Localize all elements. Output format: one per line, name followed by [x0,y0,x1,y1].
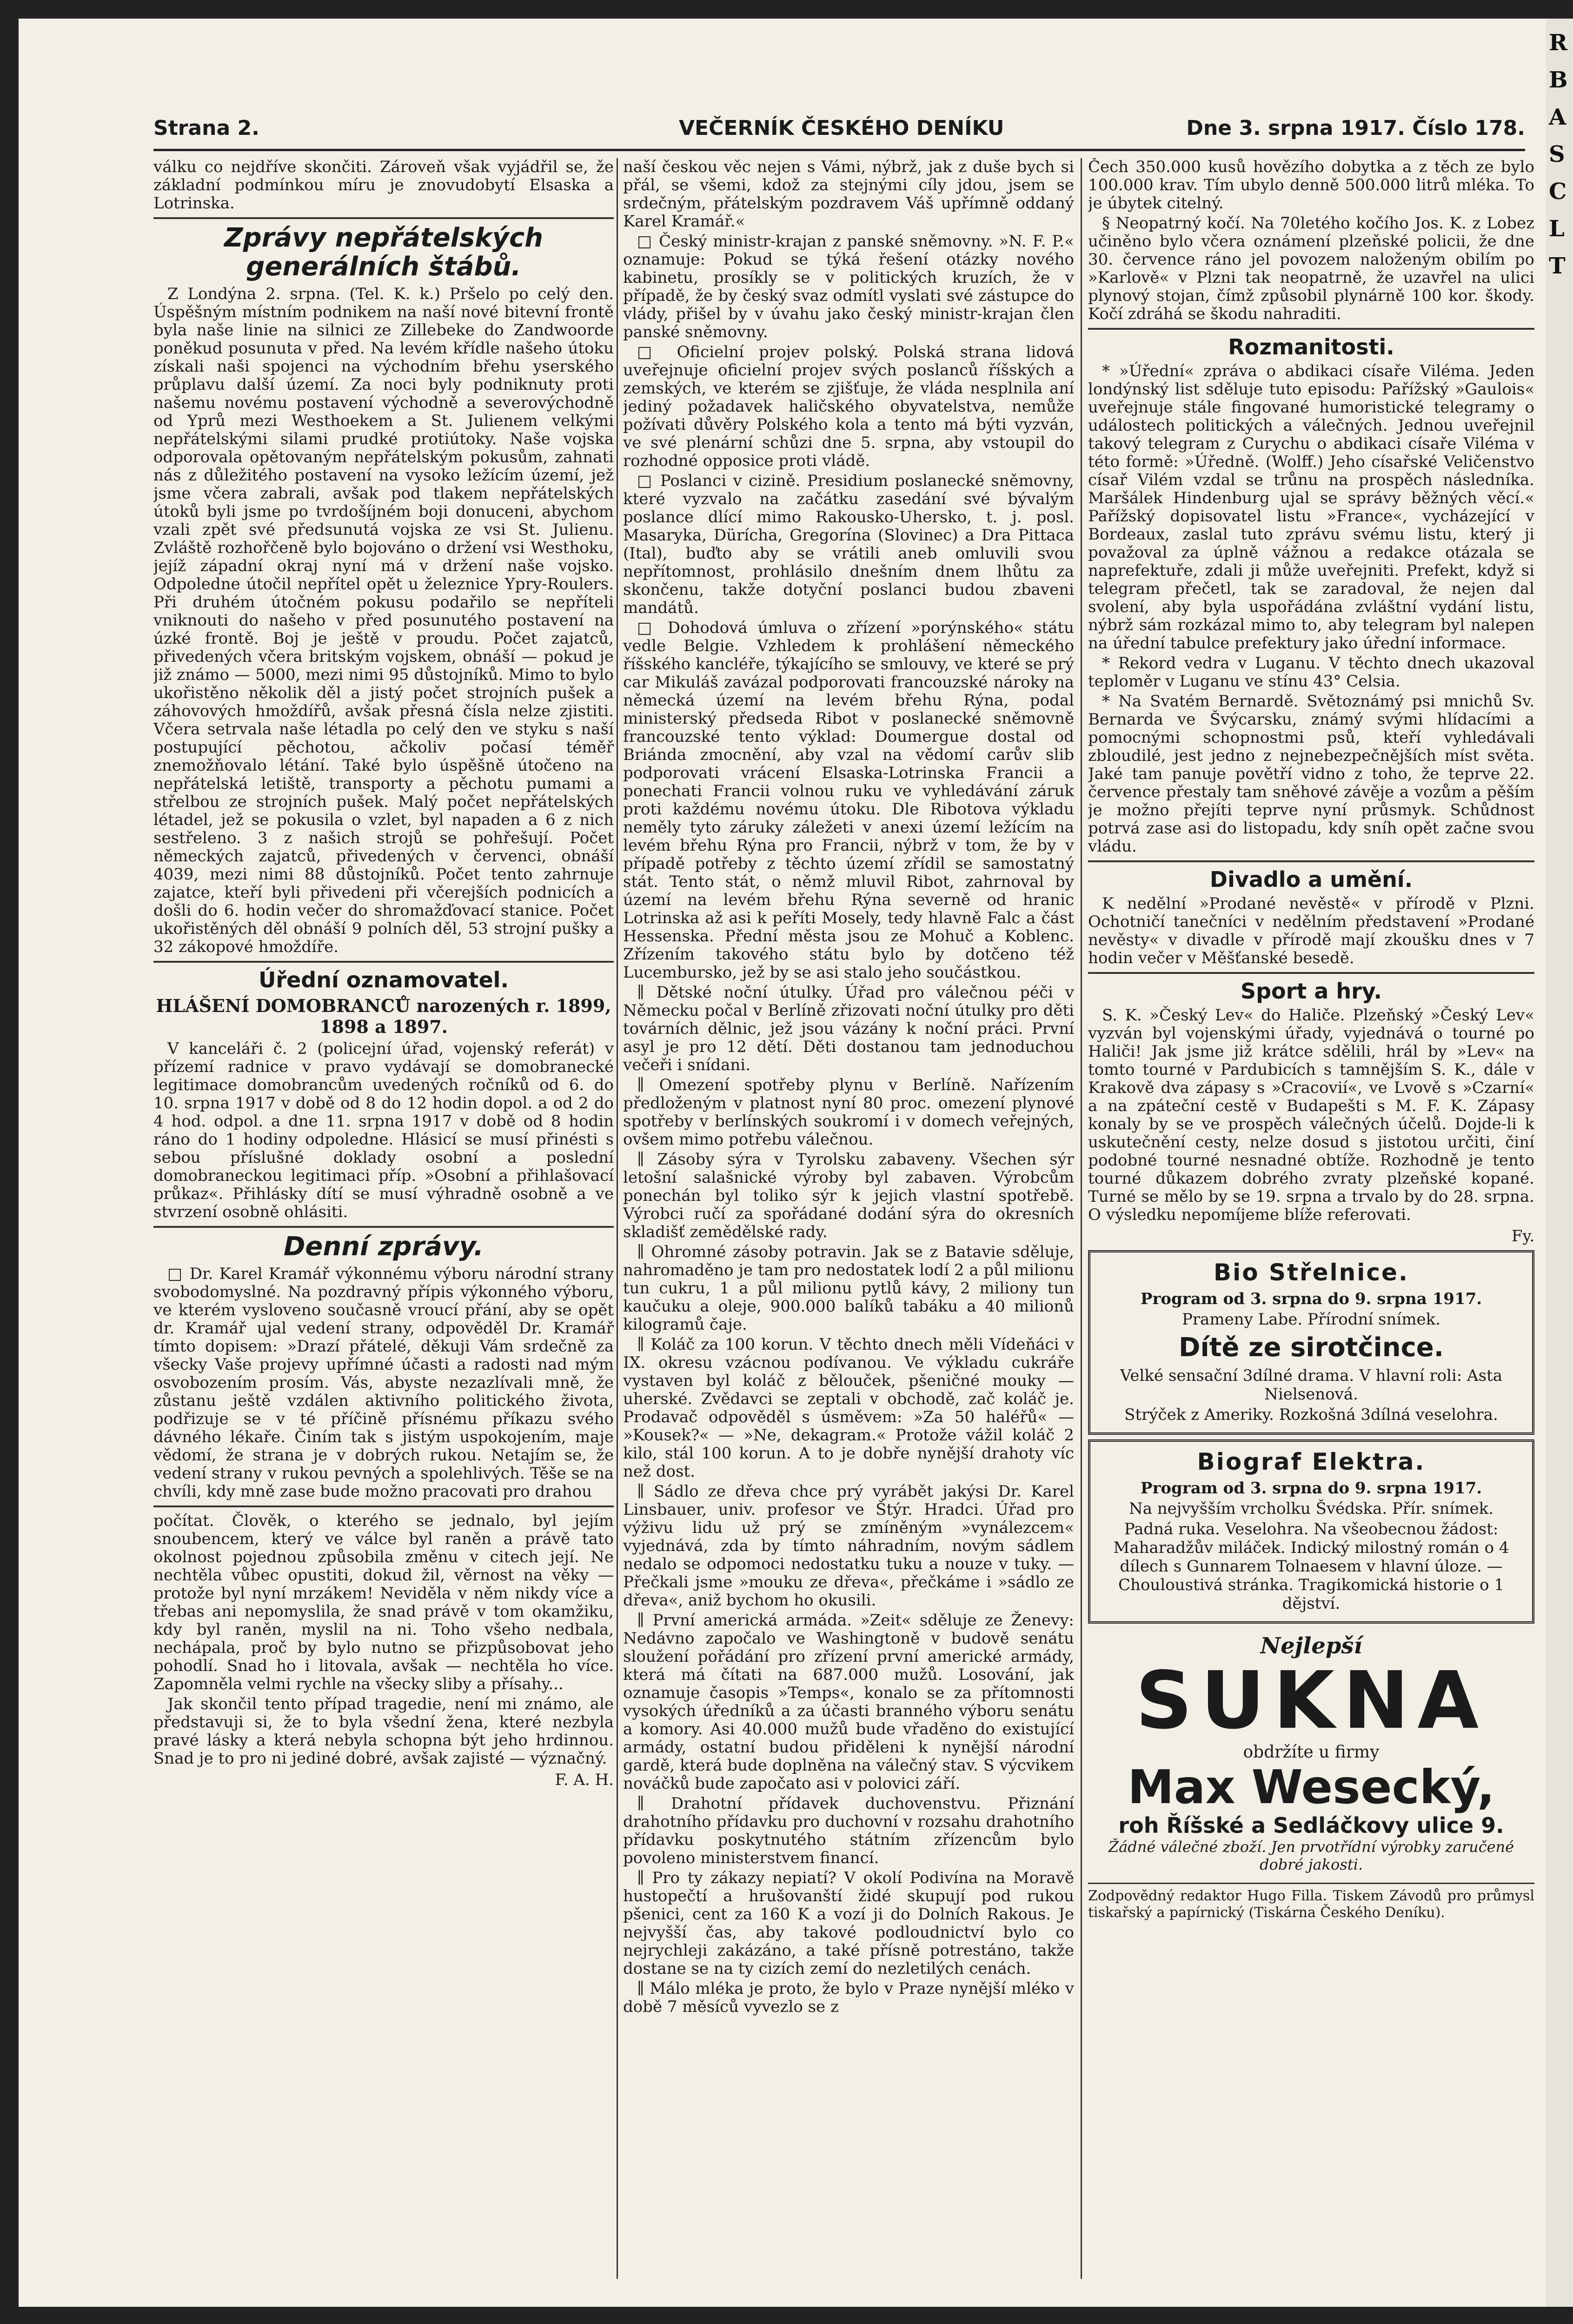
article-text: V kanceláři č. 2 (policejní úřad, vojenský referát) v přízemí radnice v pravo vydávají se domobranecké legitimace domobrancům uvedených ročníků od 6. do 10. srpna 1917 v době od 8 do 12 hodin dopol. a od 2 do 4 hod. odpol. a dne 11. srpna 1917 v době od 8 hodin ráno do 1 hodiny odpoledne. Hlásicí se musí přinésti s sebou příslušné doklady osobní a poslední domobraneckou legitimaci příp. »Osobní a přihlašovací průkaz«. Přihlásky dítí se musí výhradně osobně a ve stvrzení osobně ohlásiti. [153,1039,614,1221]
divider [1088,860,1534,862]
article-text: * »Úřední« zpráva o abdikaci císaře Viléma. Jeden londýnský list sděluje tuto episodu: Pařížský »Gaulois« uveřejnuje stále fingované humoristické telegramy o událostech politických a válečných. Jednou uveřejnil takový telegram z Curychu o abdikaci císaře Viléma v této formě: »Úředně. (Wolff.) Jeho císařské Veličenstvo císař Vilém vzdal se trůnu na prospěch následníka. Maršálek Hindenburg ujal se správy běžných věcí.« Pařížský dopisovatel listu »France«, vycházející v Bordeaux, zaslal tuto zprávu svému listu, který ji považoval za úplně vážnou a redakce otázala se naprefektuře, zdali ji může uveřejniti. Prefekt, když si telegram přečetl, tak se zaradoval, že nejen dal svolení, aby byla uspořádána zvláštní vydání listu, nýbrž sám rozkázal mimo to, aby telegram byl nalepen na úřední tabulce prefektury jako úřední informace. [1088,362,1534,653]
article-text: * Rekord vedra v Luganu. V těchto dnech ukazoval teploměr v Luganu ve stínu 43° Celsia. [1088,654,1534,691]
feature-title: Dítě ze sirotčince. [1178,1332,1444,1363]
program-line: Prameny Labe. Přírodní snímek. [1181,1310,1441,1329]
cinema-ad-elektra [1088,1439,1534,1624]
article-text: ∥ Zásoby sýra v Tyrolsku zabaveny. Všechen sýr letošní salašnické výroby byl zabaven. Výrobcům ponechán byl toliko sýr k jejich vlastní spotřebě. Výrobci ručí za spořádané dodání sýra do okresních skladišť zemědělské rady. [623,1150,1074,1241]
section-heading: Úřední oznamovatel. [259,967,509,992]
section-heading: Denní zprávy. [283,1232,484,1262]
article-text: * Na Svatém Bernardě. Světoznámý psi mnichů Sv. Bernarda ve Švýcarsku, známý svými hlídacími a pomocnými schopnostmi psů, kteří vyhledávali zbloudilé, jest jedno z nejnebezpečnějších míst světa. Jaké tam panuje povětří vidno z toho, že teprve 22. července přestaly tam sněhové závěje a vozům a pěším je možno přejíti teprve nyní průsmyk. Schůdnost potrvá zase asi do listopadu, kdy sníh opět začne svou vládu. [1088,692,1534,856]
ad-subline: obdržíte u firmy [1243,1743,1380,1762]
column-2 [623,158,1074,2279]
edge-letter: L [1549,216,1565,242]
article-text: Čech 350.000 kusů hovězího dobytka a z těch ze bylo 100.000 krav. Tím ubylo denně 500.000 litrů mléka. To je úbytek citelný. [1088,158,1534,213]
page-number: Strana 2. [153,116,259,140]
notice-heading: HLÁŠENÍ DOMOBRANCŮ narozených r. 1899, 1898 a 1897. [156,995,611,1037]
ad-address: roh Říšské a Sedláčkovy ulice 9. [1118,1813,1504,1838]
column-1 [153,158,614,2279]
signature: Fy. [1511,1227,1534,1245]
ad-footnote: Žádné válečné zboží. Jen prvotřídní výrobky zaručené dobré jakosti. [1108,1838,1514,1873]
article-text: ∥ Ohromné zásoby potravin. Jak se z Batavie sděluje, nahromaděno je tam pro nedostatek lodí 2 a půl milionu tun cukru, 1 a půl milionu pytlů kávy, 2 miliony tun kaučuku a oleje, 900.000 balíků tabáku a 40 milionů kilogramů čaje. [623,1243,1074,1334]
divider [153,1226,614,1228]
issue-date: Dne 3. srpna 1917. Číslo 178. [1186,116,1525,140]
ad-firm-name: Max Wesecký, [1128,1760,1495,1814]
article-text: válku co nejdříve skončiti. Zároveň však vyjádřil se, že základní podmínkou míru je znovudobytí Elsaska a Lotrinska. [153,158,614,213]
article-text: ∥ První americká armáda. »Zeit« sděluje ze Ženevy: Nedávno započalo ve Washingtoně v budově senátu sloužení pořádání pro zřízení první americké armády, která má čítati na 687.000 mužů. Losování, jak oznamuje časopis »Temps«, konalo se za přítomnosti vysokých úředníků a za účasti branného výboru senátu a komory. Asi 40.000 mužů bude vřaděno do existující armády, ostatní budou přiděleni k nynější národní gardě, která bude doplněna na válečný stav. S výcvikem nováčků bude započato asi v polovici září. [623,1611,1074,1793]
section-heading: Rozmanitosti. [1228,334,1394,360]
cinema-title: Bio Střelnice. [1214,1259,1409,1286]
imprint: Zodpovědný redaktor Hugo Filla. Tiskem Závodů pro průmysl tiskařský a papírnický (Tiskárna Českého Deníku). [1088,1883,1534,1921]
article-text: □ Poslanci v cizině. Presidium poslanecké sněmovny, které vyzvalo na začátku zasedání své bývalým poslance dlící mimo Rakousko-Uhersko, t. j. posl. Masaryka, Dürícha, Gregorína (Slovinec) a Dra Pittaca (Ital), buďto aby se vrátili aneb omluvili svou nepřítomnost, prohlásilo dnešním dnem lhůtu za skončenu, takže dotyční poslanci budou zbaveni mandátů. [623,472,1074,617]
article-text: □ Dr. Karel Kramář výkonnému výboru národní strany svobodomyslné. Na pozdravný přípis výkonného výboru, ve kterém vysloveno současně vroucí přání, aby se opět dr. Kramář ujal vedení strany, odpověděl Dr. Kramář tímto dopisem: »Drazí přátelé, děkuji Vám srdečně za všecky Vaše projevy upřímné účasti a radosti nad mým osvobozením prosím. Vás, abyste nezazlívali mně, že zůstanu ještě vzdálen aktivního politického života, podřizuje se v té příčině přísnému příkazu svého dávného lékaře. Činím tak s jistým uspokojením, maje vědomí, že strana je v dobrých rukou. Netajím se, že vedení strany v rukou pevných a spolehlivých. Těše se na chvíli, kdy mně zase bude možno pracovati pro drahou [153,1265,614,1501]
article-text: □ Oficielní projev polský. Polská strana lidová uveřejnuje oficielní projev svých poslanců říšských a zemských, ve kterém se zjišťuje, že vláda nesplnila aní jediný požadavek haličského obyvatelstva, nemůže požívati důvěry Polského kola a tento má býti vyzván, ve své plenární schůzi dne 5. srpna, aby vstoupil do rozhodné opposice proti vládě. [623,343,1074,470]
article-text: ∥ Omezení spotřeby plynu v Berlíně. Nařízením předloženým v platnost nyní 80 proc. omezení plynové spotřeby v berlínských soukromí i v domech veřejných, ovšem mimo potřebu válečnou. [623,1076,1074,1149]
column-divider [1081,158,1082,2279]
article-text: K nedělní »Prodané nevěstě« v přírodě v Plzni. Ochotničí tanečníci v nedělním představení »Prodané nevěsty« v divadle v přírodě mají zkoušku dnes v 7 hodin večer v Měšťanské besedě. [1088,894,1534,967]
signature: F. A. H. [555,1771,614,1789]
column-divider [617,158,618,2279]
page-header [153,112,1525,151]
divider [153,1505,614,1507]
article-text: naší českou věc nejen s Vámi, nýbrž, jak z duše bych si přál, se všemi, kdož za stejnými cíly jdou, jsem se srdečným, přátelským pozdravem Váš upřímně oddaný Karel Kramář.« [623,158,1074,231]
cinema-title: Biograf Elektra. [1197,1448,1426,1475]
program-line: Padná ruka. Veselohra. Na všeobecnou žádost: Maharadžův miláček. Indický milostný román o 4 dílech s Gunnarem Tolnaesem v hlavní úloze. — Chouloustivá stránka. Tragikomická historie o 1 dějství. [1113,1520,1509,1613]
program-line: Strýček z Ameriky. Rozkošná 3dílná veselohra. [1124,1405,1498,1424]
article-text: ∥ Drahotní přídavek duchovenstvu. Přiznání drahotního přídavku pro duchovní v rozsahu drahotního přídavku poskytnutého státním zřízencům bylo povoleno ministerstvem financí. [623,1794,1074,1867]
ad-headline: SUKNA [1135,1655,1487,1747]
column-3 [1088,158,1534,2279]
edge-letter: C [1549,179,1567,205]
divider [1088,972,1534,974]
edge-letter: A [1549,104,1566,130]
section-heading: Sport a hry. [1240,979,1382,1004]
divider [153,961,614,963]
cinema-ad-strelnice [1088,1250,1534,1435]
section-heading: Divadlo a umění. [1209,867,1413,892]
advertisement-sukna [1088,1633,1534,1873]
article-text: ∥ Dětské noční útulky. Úřad pro válečnou péči v Německu počal v Berlíně zřizovati noční útulky pro děti továrních dělnic, jež jsou vázány k noční práci. První asyl je pro 12 dětí. Děti dostanou tam jednoduchou večeři i snídani. [623,983,1074,1074]
program-dates: Program od 3. srpna do 9. srpna 1917. [1140,1290,1482,1308]
feuilleton-text: počítat. Člověk, o kterého se jednalo, byl jejím snoubencem, který ve válce byl raněn a právě tato okolnost pojednou způsobila změnu v citech její. Ne nechtěla vůbec opustiti, dokud žil, věrnost na věky — protože byl nyní mrzákem! Neviděla v něm nikdy více a třebas ani nepomyslila, že snad právě v tom okamžiku, kdy byl raněn, myslil na ni. Toho všeho nedbala, nechápala, proč by bylo nutno se přizpůsobovat jeho pohodlí. Snad ho i litovala, avšak — nechtěla ho více. Zapomněla velmi rychle na všecky sliby a přísahy... [153,1512,614,1693]
article-text: □ Český ministr-krajan z panské sněmovny. »N. F. P.« oznamuje: Pokud se týká řešení otázky nového kabinetu, prosíkly se v politických kruzích, že v případě, že by český svaz odmítl vyslati své zástupce do vlády, přišel by v úvahu jako český ministr-krajan člen panské sněmovny. [623,232,1074,341]
article-text: Z Londýna 2. srpna. (Tel. K. k.) Pršelo po celý den. Úspěšným místním podnikem na naší nové bitevní frontě byla naše linie na silnici ze Zillebeke do Zandwoorde poněkud posunuta v před. Na levém křídle našeho útoku získali naši spojenci na východním břehu yserského průplavu další území. Za noci byly podniknuty proti našemu novému postavení východně a severovýchodně od Yprů mezi Westhoekem a St. Julienem velkými nepřátelskými silami prudké protiútoky. Naše vojska odporovala opětovaným nepřátelským pokusům, zahnati nás z důležitého postavení na vysoko ležícím území, jež jsme včera zabrali, avšak pod tlakem nepřátelských útoků byli jsme po tvrdošíjném boji donuceni, abychom vzali zpět své předsunutá vojska ze vsi St. Julienu. Zvláště rozhořčeně bylo bojováno o držení vsi Westhoku, jejíž západní okraj nyní má v držení naše vojsko. Odpoledne útočil nepřítel opět u železnice Ypry-Roulers. Při druhém útočném pokusu podařilo se nepříteli vniknouti do našeho v před posunutého postavení na úzké frontě. Boj je ještě v proudu. Počet zajatců, přivedených včera britským vojskem, obnáší — pokud je již známo — 5000, mezi nimi 95 důstojníků. Mimo to bylo ukořistěno několik děl a jistý počet strojních pušek a záhovových hmoždířů, avšak přesná čísla nelze zjistiti. Včera setrvala naše létadla po celý den ve styku s naší postupující pěchotou, ačkoliv počasí téměř znemožňovalo létání. Také bylo úspěšně útočeno na nepřátelská letiště, transporty a pěchotu pumami a střelbou ze strojních pušek. Malý počet nepřátelských létadel, jež se pokusila o vzlet, byl napaden a 6 z nich sestřeleno. 3 z našich strojů se pohřešují. Počet německých zajatců, přivedených v červenci, obnáší 4039, mezi nimi 88 důstojníků. Počet tento zahrnuje zajatce, kteří byli přivedeni při včerejších podnicích a došli do 6. hodin večer do shromažďovací stanice. Počet ukořistěných děl obnáší 9 polních děl, 53 strojní pušky a 32 zákopové hmoždíře. [153,285,614,956]
edge-letter: B [1549,67,1568,93]
edge-letter: S [1549,141,1565,167]
article-text: ∥ Pro ty zákazy nepiatí? V okolí Podivína na Moravě hustopečtí a hrušovanští židé skupují pod rukou pšenici, cent za 160 K a vozí ji do Dolních Rakous. Je nejvyšší čas, aby takové podloudnictví bylo co nejrychleji zakázáno, a také přísně potrestáno, takže dostane se na ty cizích zemí do nezletilých cenách. [623,1869,1074,1978]
divider [153,217,614,219]
article-text: ∥ Málo mléka je proto, že bylo v Praze nynější mléko v době 7 měsíců vyvezlo se z [623,1979,1074,2016]
article-text: □ Dohodová úmluva o zřízení »porýnského« státu vedle Belgie. Vzhledem k prohlášení německého říšského kancléře, týkajícího se smlouvy, ve které se prý car Mikuláš zavázal podporovati francouzské nároky na německá území na levém břehu Rýna, podal ministerský předseda Ribot v poslanecké sněmovně francouzské tento výklad: Doumergue dostal od Briánda zmocnění, aby vzal na vědomí carův slib podporovati vrácení Elsaska-Lotrinska Francii a ponechati Francii volnou ruku ve vyhledávání záruk proti každému novému útoku. Dle Ribotova výkladu neměly tyto záruky záležeti v anexi území ležícím na levém břehu Rýna pro Francii, nýbrž v tom, že by v případě potřeby z těchto území zřídil se samostatný stát. Tento stát, o němž mluvil Ribot, zahrnoval by území na levém břehu Rýna severně od hranic Lotrinska až asi k peříti Mosely, tedy hlavně Falc a část Hessenska. Přední města jsou ze Mohuč a Koblenc. Zřízením takového státu bylo by dotčeno též Lucembursko, jež by se asi stalo jeho součástkou. [623,619,1074,982]
masthead: VEČERNÍK ČESKÉHO DENÍKU [679,116,1004,140]
newspaper-page [19,19,1553,2307]
article-text: ∥ Koláč za 100 korun. V těchto dnech měli Vídeňáci v IX. okresu vzácnou podívanou. Ve výkladu cukráře vystaven byl koláč z bělouček, pšeničné mouky — uherské. Zvědavci se zeptali v obchodě, zač koláč je. Prodavač odpověděl s úsměvem: »Za 50 haléřů« — »Kousek?« — »Ne, dekagram.« Protože vážil koláč 2 kilo, stál 100 korun. A to je dobře nynější drahoty víc než dost. [623,1335,1074,1481]
edge-letter: T [1549,253,1566,279]
edge-letter: R [1549,30,1567,56]
section-heading: Zprávy nepřátelských generálních štábů. [224,223,544,282]
ad-tagline: Nejlepší [1260,1633,1362,1659]
feuilleton-text: Jak skončil tento případ tragedie, není mi známo, ale představuji si, že to byla všední žena, které nezbyla pravé lásky a která nebyla schopna být jeho hrdinnou. Snad je to pro ni jediné dobré, avšak zajisté — význačný. [153,1695,614,1768]
divider [1088,328,1534,330]
adjacent-page-edge [1546,19,1573,2307]
program-line: Velké sensační 3dílné drama. V hlavní roli: Asta Nielsenová. [1120,1366,1502,1404]
article-text: ∥ Sádlo ze dřeva chce prý vyrábět jakýsi Dr. Karel Linsbauer, univ. profesor ve Štýr. Hradci. Úřad pro výživu lidu už prý se zmíněným »vynálezcem« vyjednává, zda by tímto náhradním, novým sádlem nedalo se odpomoci nedostatku tuku a nouze v tuky. — Přečkali jsme »mouku ze dřeva«, přečkáme i »sádlo ze dřeva«, aniž bychom ho okusili. [623,1482,1074,1610]
article-text: § Neopatrný kočí. Na 70letého kočího Jos. K. z Lobez učiněno bylo včera oznámení plzeňské policii, že dne 30. července ráno jel povozem naloženým obilím po »Karlově« v Plzni tak neopatrně, že uzavřel na ulici plynový stojan, čímž způsobil plynárně 100 kor. škody. Kočí zdráhá se škodu nahraditi. [1088,214,1534,323]
program-dates: Program od 3. srpna do 9. srpna 1917. [1140,1479,1482,1498]
article-text: S. K. »Český Lev« do Haliče. Plzeňský »Český Lev« vyzván byl vojenskými úřady, vyjednává o tourné po Haliči! Jak jsme již krátce sdělili, hrál by »Lev« na tomto tourné v Pardubicích s tamnějším S. K., dále v Krakově dva zápasy s »Cracovií«, ve Lvově s »Czarní« a na zpáteční cestě v Budapešti s M. F. K. Zápasy konaly by se ve prospěch válečných účelů. Dojde-li k uskutečnění cesty, nelze dosud s jistotou určiti, činí podobné tourné nesnadné obtíže. Rozhodně je tento tourné důkazem dobrého zvraty plzeňské kopané. Turné se mělo by se 19. srpna a trvalo by do 28. srpna. O výsledku nepomíjeme blíže referovati. [1088,1006,1534,1224]
program-line: Na nejvyšším vrcholku Švédska. Přír. snímek. [1128,1499,1494,1518]
